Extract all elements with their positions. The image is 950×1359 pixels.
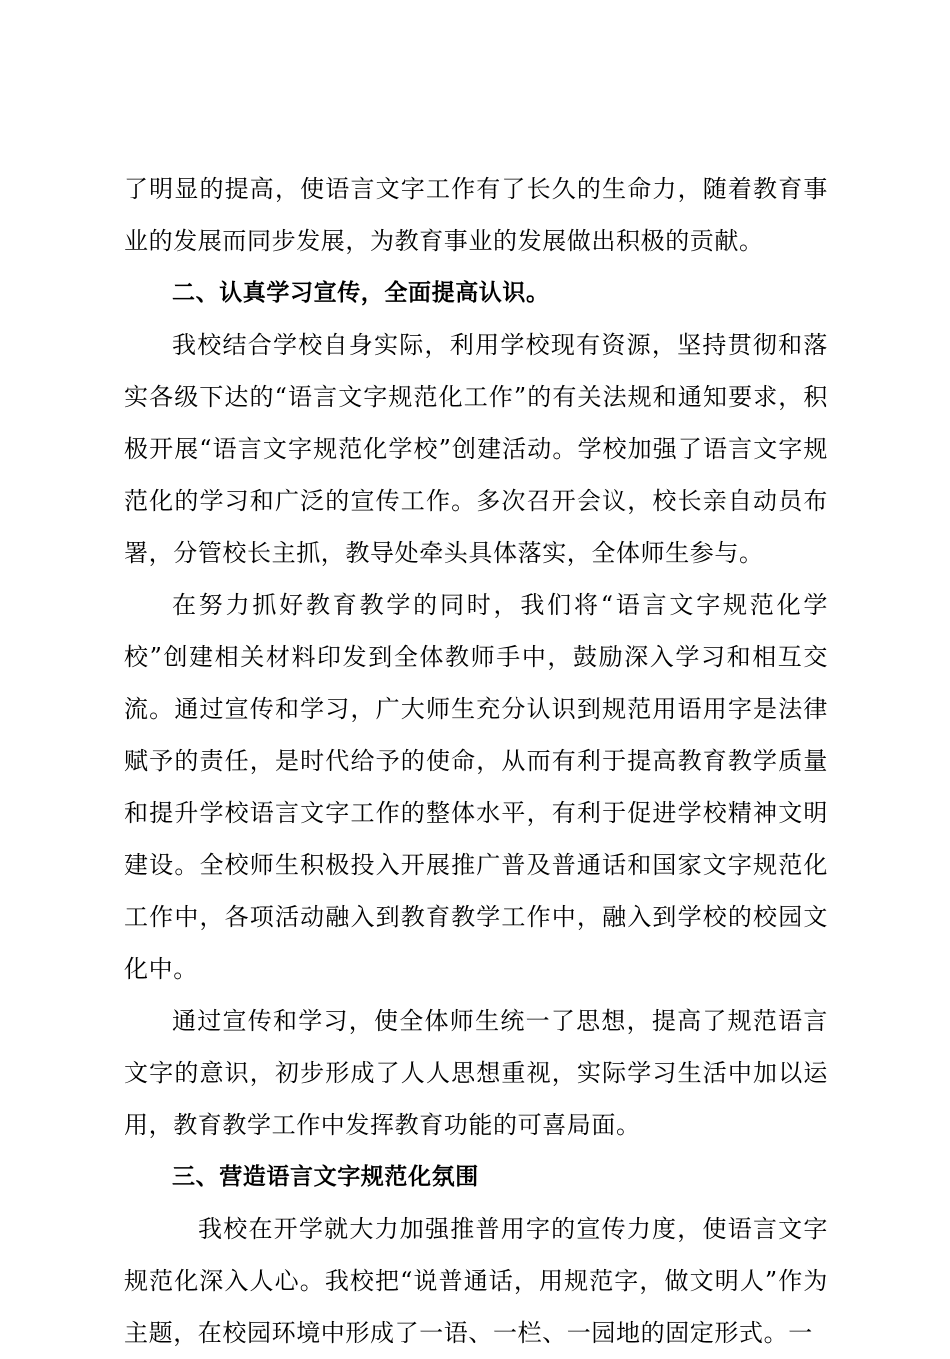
paragraph-5: 我校在开学就大力加强推普用字的宣传力度，使语言文字规范化深入人心。我校把“说普通话，用规范字，做文明人”作为主题，在校园环境中形成了一语、一栏、一园地的固定形式。一 (124, 1215, 828, 1347)
section-heading-3: 三、营造语言文字规范化氛围 (172, 1164, 479, 1190)
section-heading-2: 二、认真学习宣传，全面提高认识。 (172, 280, 550, 306)
document-page (124, 163, 828, 1359)
paragraph-1: 了明显的提高，使语言文字工作有了长久的生命力，随着教育事业的发展而同步发展，为教育事业的发展做出积极的贡献。 (124, 175, 828, 255)
paragraph-4: 通过宣传和学习，使全体师生统一了思想，提高了规范语言文字的意识，初步形成了人人思想重视，实际学习生活中加以运用，教育教学工作中发挥教育功能的可喜局面。 (124, 1007, 828, 1139)
paragraph-3: 在努力抓好教育教学的同时，我们将“语言文字规范化学校”创建相关材料印发到全体教师手中，鼓励深入学习和相互交流。通过宣传和学习，广大师生充分认识到规范用语用字是法律赋予的责任，是时代给予的使命，从而有利于提高教育教学质量和提升学校语言文字工作的整体水平，有利于促进学校精神文明建设。全校师生积极投入开展推广普及普通话和国家文字规范化工作中，各项活动融入到教育教学工作中，融入到学校的校园文化中。 (124, 591, 828, 983)
paragraph-2: 我校结合学校自身实际，利用学校现有资源，坚持贯彻和落实各级下达的“语言文字规范化工作”的有关法规和通知要求，积极开展“语言文字规范化学校”创建活动。学校加强了语言文字规范化的学习和广泛的宣传工作。多次召开会议，校长亲自动员布署，分管校长主抓，教导处牵头具体落实，全体师生参与。 (124, 331, 828, 567)
